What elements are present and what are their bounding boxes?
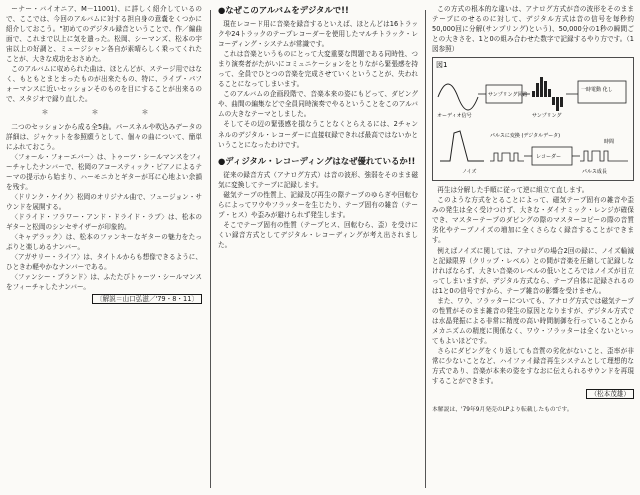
paragraph-track-5: 〈アガサリー・ライフ〉は、タイトルからも想像できるように、ひときわ軽やかなナンバーである。	[6, 253, 202, 272]
paragraph: 従来の録音方式（アナログ方式）は音の波形、強弱をそのまま磁気に変換してテープに記録します。	[218, 170, 418, 189]
paragraph: 例えばノイズに関しては、アナログの場合2回の録に、ノイズ輪減と記録限界（クリップ・レベル）との間が音楽を圧縮して記録しなければならず、大きい音楽のレベルの低いところではノイズが目立ってしまいますが、デジタル方式なら、テープ自体に記録されるのは1と0の信号ですから、テープ雑音の影響を受けません。	[432, 246, 634, 295]
author-signature: （松本茂雄）	[432, 389, 634, 399]
section-heading-why-superior: ●ディジタル・レコーディングはなぜ優れているか!!	[218, 155, 416, 166]
paragraph: これは音楽というものにとって大変重要な問題である同時性、つまり演奏者がたがいにコミュニケーションをとりながら緊張感を持って、全員でひとつの音楽を完成させていくということが、失われることになってしまいます。	[218, 50, 418, 89]
sample-bars	[532, 77, 563, 111]
paragraph-intro: ーナー・バイオニア、M－11001)、に詳しく紹介しているので、ここでは、今回のアルバムに対する担自身の意嚢をくつかに紹介しておこう。"初めてのデジタル録音ということで、作／編曲面で、これまで以上に気を遣った。松岡、シーマンズ、松本の宇宙以上の好調と、ミュージシャン各自が素晴らしく乗ってくれたことが、大きな成功をおさめた。	[6, 5, 202, 64]
column-liner-notes	[6, 4, 202, 490]
paragraph: また、ワウ、フラッターについても、アナログ方式では磁気テープの性質がそのまま雑音の発生の原因となりますが、デジタル方式では水晶発振による非常に精度の高い時間制御を行っていることからメカニズムの精度に関係なく、ワウ・フラッターは全くないといってもよいほどです。	[432, 296, 634, 345]
paragraph-track-6: 〈ファンシー・ブランド〉は、ふたたびトゥーツ・シールマンスをフィーチャしたナンバー。	[6, 273, 202, 292]
paragraph: この方式の根本的な違いは、アナログ方式が音の波形をそのままテープにのせるのに対して、デジタル方式は音の信号を毎秒約50,000回に分解(サンプリング)という)、50,000分の1秒の瞬間ごとの大きさを、1と0の組み合わせた数字で記録するやり方です。（1図参照）	[432, 5, 634, 54]
recorder-label: レコーダー	[536, 154, 562, 161]
paragraph: さらにダビングをくり返しても音質の劣化がないこと、歪率が非常に少ないことなど、ハイファイ録音再生システムとして理想的な方式であり、音楽が本来の姿をすなおに伝えられるサウンドを再現することができます。	[432, 346, 634, 386]
paragraph-track-2: 〈ドリンク・ケイク〉松岡のオリジナル曲で、フュージョン・サウンドを展開する。	[6, 192, 202, 211]
noise-label: ノイズ	[462, 169, 477, 176]
commentary-credit: 〔解説＝山口弘滋／'79・8・11〕	[6, 294, 202, 304]
output-pulses	[580, 151, 628, 161]
paragraph-track-3: 〈ドライド・フラワー・アンド・ドライド・ラブ〉は、松本のギターと松岡のシンセサイザーが印象的。	[6, 212, 202, 231]
sample-hold-label: サンプリング	[532, 113, 562, 120]
pulse-label: パルスに変換 (デジタルデータ)	[490, 133, 561, 140]
section-separator: ＊ ＊ ＊	[41, 108, 167, 117]
paragraph: このアルバムに収められた曲は、ほとんどが、ステージ用ではなく、もともとまとまったものが出来たもの、特に、ライブ・パフォーマンスに近いセッションそのものを目にすることが出来るので、スタジオで録り直した。	[6, 65, 202, 104]
section-heading-why-digital: ●なぜこのアルバムをデジタルで!!	[218, 5, 349, 15]
paragraph: このアルバムの企画段階で、音楽本来の姿にもどって、ダビングや、曲間の編集などで全員同時演奏でやるということをこのアルバムの大きなテーマとしました。	[218, 90, 418, 119]
paragraph-track-4: 〈キャデラック〉は、松本のファンキーなギターの魅力をたっぷりと楽しめるナンバー。	[6, 233, 202, 252]
paragraph: 再生は分解した手順に従って逆に組立て直します。	[437, 186, 589, 195]
paragraph: 現在レコード用に音楽を録音するといえば、ほとんどは16トラックや24トラックのテープレコーダーを使用したマルチトラック・レコーディング・システムが常識です。	[218, 20, 418, 49]
figure-label: 図1	[436, 61, 448, 70]
analog-signal-label: オーディオ信号	[437, 113, 472, 120]
time-axis-label: 時間	[604, 139, 615, 146]
paragraph: 磁気テープの性質上、記録及び再生の際テープのゆらぎや回転むらによってワウやフラッターを生じたり、テープ固有の雑音（テープ・ヒス）や歪みが避けられず発生します。	[218, 190, 418, 219]
diagram-svg	[432, 57, 634, 181]
encoder-label: 一時電動 化し	[581, 87, 613, 94]
sampling-block-label: サンプリング回路	[488, 92, 528, 99]
noise-curve	[440, 131, 484, 161]
column-digital-recording	[218, 4, 418, 490]
pulse-train	[490, 153, 524, 161]
paragraph: 二つのセッションから成る全5曲。パースネルや吹込みデータの詳細は、ジャケットを参照願うとして、個々の曲について、簡単にふれておこう。	[6, 122, 202, 151]
diagram-frame	[433, 58, 634, 181]
paragraph: このような方式をとることによって、磁気テープ固有の雑音や歪みの発生は全く受けつけず、大きな・ダイナミック・レンジが確保でき、マスターテープのダビングの際のマスターコピーの際の音質劣化やテープノイズの増加に全くさらなく録音することができます。	[432, 196, 634, 245]
paragraph: そこでテープ固有の性質（テープヒス、回転むら、歪）を受けにくい録音方式としてデジタル・レコーディングが考え出されました。	[218, 220, 418, 249]
paragraph: そしてその辺の緊張感を損なうことなくとらえるには、2チャンネルのデジタル・レコーダーに直接収録できれば最高ではないかということになったわけです。	[218, 120, 418, 149]
decoder-label: パルス成長	[582, 169, 607, 176]
digital-recording-diagram	[432, 57, 634, 181]
analog-wave	[438, 84, 478, 110]
column-divider	[210, 10, 211, 488]
reprint-note: 本解説は、'79年9月発売のLPより転載したものです。	[432, 407, 573, 414]
paragraph-track-1: 〈フォール・フォーエバー〉は、トゥーツ・シールマンスをフィーチャしたナンバーで、松岡のアコースティック・ピアノによるテーマの提示から始まり、ハーモニカとギターが耳に心地よい余韻を残す。	[6, 152, 202, 191]
column-digital-method	[432, 4, 634, 490]
column-divider	[425, 10, 426, 488]
